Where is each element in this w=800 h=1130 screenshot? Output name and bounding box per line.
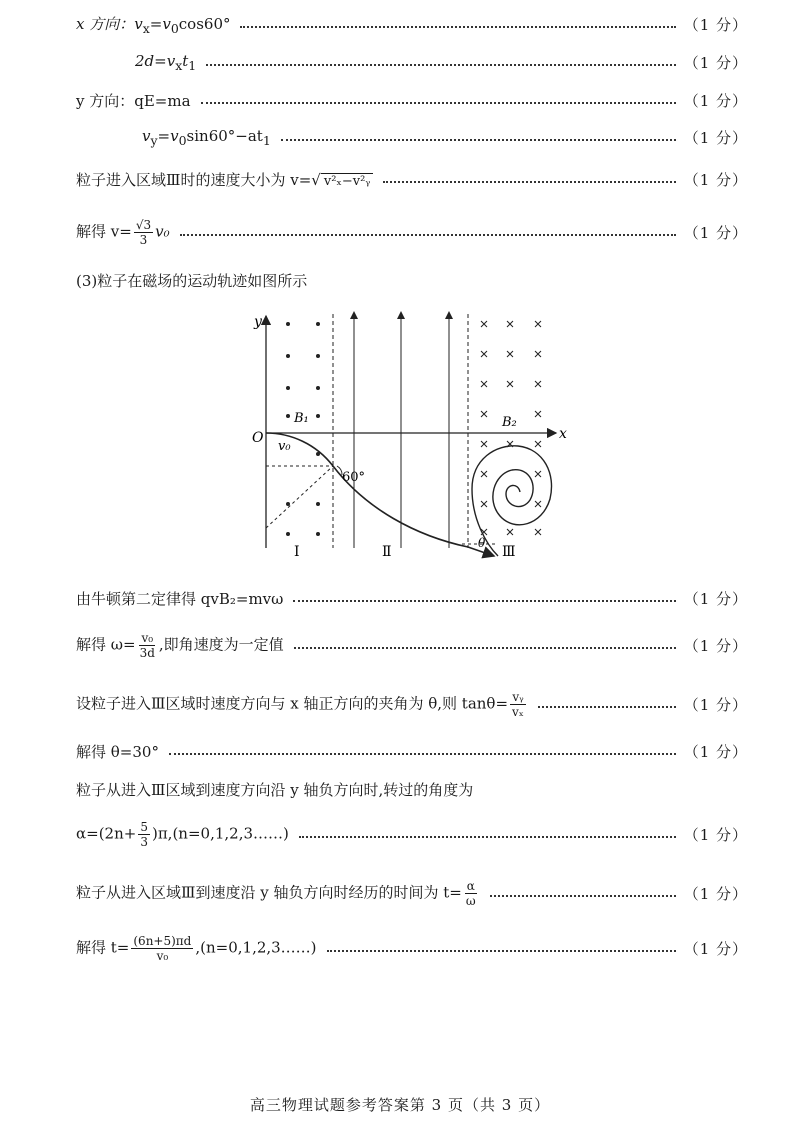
- eq-vy: $v_y=v_0\sin 60^\circ-at_1$: [142, 126, 271, 148]
- region-3-label: Ⅲ: [502, 544, 516, 560]
- leader-dots: [281, 139, 676, 141]
- eq-row-speed: [76, 166, 748, 192]
- score: （1 分）: [683, 128, 748, 147]
- trajectory-curve: [266, 433, 494, 556]
- eq-row-newton: [76, 585, 748, 611]
- score: （1 分）: [683, 53, 748, 72]
- eq-alpha: α=(2n+ $\frac{5}{3}$ )π,(n=0,1,2,3……): [76, 819, 289, 849]
- eq-row-vx: [76, 11, 748, 37]
- b2-label: B₂: [502, 415, 517, 430]
- angle-60-label: 60°: [342, 470, 366, 485]
- score: （1 分）: [683, 589, 748, 608]
- eq-row-tan: [76, 686, 748, 722]
- eq-vx: x 方向：$v_x=v_0\cos 60^\circ$: [76, 14, 231, 36]
- score: （1 分）: [683, 15, 748, 34]
- theta-label: θ: [478, 536, 486, 550]
- score: （1 分）: [683, 939, 748, 958]
- score: （1 分）: [683, 695, 748, 714]
- eq-time: 粒子从进入区域Ⅲ到速度沿 y 轴负方向时经历的时间为 t= $\frac{\alpha}{\omega}$: [76, 878, 476, 908]
- leader-dots: [299, 836, 676, 838]
- eq-row-time: [76, 874, 748, 912]
- score: （1 分）: [683, 636, 748, 655]
- eq-theta: 解得 θ=30°: [76, 742, 159, 761]
- b-field-dots: [286, 322, 320, 536]
- eq-row-t-result: [76, 929, 748, 967]
- eq-2d: $2d=v_xt_1$: [135, 51, 197, 73]
- leader-dots: [206, 64, 675, 66]
- helper-line: [266, 466, 333, 528]
- region-1-label: Ⅰ: [294, 544, 300, 560]
- eq-tan: 设粒子进入Ⅲ区域时速度方向与 x 轴正方向的夹角为 θ,则 tanθ= $\frac{\text{vᵧ}}{\text{vₓ}}$: [76, 689, 524, 719]
- leader-dots: [383, 181, 675, 183]
- score: （1 分）: [683, 91, 748, 110]
- eq-row-v-result: [76, 216, 748, 248]
- score: （1 分）: [683, 884, 748, 903]
- y-axis-label: y: [254, 314, 262, 330]
- angle-statement: 粒子从进入Ⅲ区域到速度方向沿 y 轴负方向时,转过的角度为: [76, 780, 474, 799]
- leader-dots: [327, 950, 676, 952]
- score: （1 分）: [683, 742, 748, 761]
- leader-dots: [169, 753, 676, 755]
- score: （1 分）: [683, 223, 748, 242]
- trajectory-diagram: [236, 304, 576, 566]
- eq-row-2d: [135, 49, 748, 75]
- leader-dots: [201, 102, 676, 104]
- eq-row-vy: [142, 124, 748, 150]
- page-footer: 高三物理试题参考答案第 3 页（共 3 页）: [249, 1096, 551, 1114]
- eq-newton: 由牛顿第二定律得 qvB₂=mvω: [76, 589, 284, 608]
- leader-dots: [294, 647, 676, 649]
- eq-t-result: 解得 t= $\frac{(6n+5)\pi d}{\text{v₀}}$ ,(n=0,1,2,3……): [76, 933, 317, 963]
- eq-row-alpha: [76, 815, 748, 853]
- eq-qe: y 方向：qE=ma: [76, 91, 191, 110]
- leader-dots: [490, 895, 676, 897]
- eq-speed: 粒子进入区域Ⅲ时的速度大小为 v=√ v²ₓ−v²ᵧ: [76, 169, 373, 190]
- eq-row-theta: [76, 738, 748, 764]
- v0-label: v₀: [278, 439, 291, 454]
- score: （1 分）: [683, 825, 748, 844]
- leader-dots: [293, 600, 675, 602]
- eq-row-omega: [76, 627, 748, 663]
- region-2-label: Ⅱ: [382, 544, 392, 560]
- score: （1 分）: [683, 170, 748, 189]
- section-heading: (3)粒子在磁场的运动轨迹如图所示: [76, 272, 308, 290]
- origin-label: O: [252, 430, 264, 446]
- eq-omega: 解得 ω= $\frac{\text{v₀}}{3d}$ ,即角速度为一定值: [76, 630, 284, 660]
- b1-label: B₁: [294, 411, 309, 426]
- eq-v-result: 解得 v= $\frac{√3}{3}$ v₀: [76, 217, 170, 247]
- leader-dots: [180, 234, 676, 236]
- leader-dots: [240, 26, 675, 28]
- x-axis-label: x: [559, 426, 567, 442]
- eq-row-qe: [76, 87, 748, 113]
- leader-dots: [538, 706, 676, 708]
- text-row-angle: [76, 776, 748, 802]
